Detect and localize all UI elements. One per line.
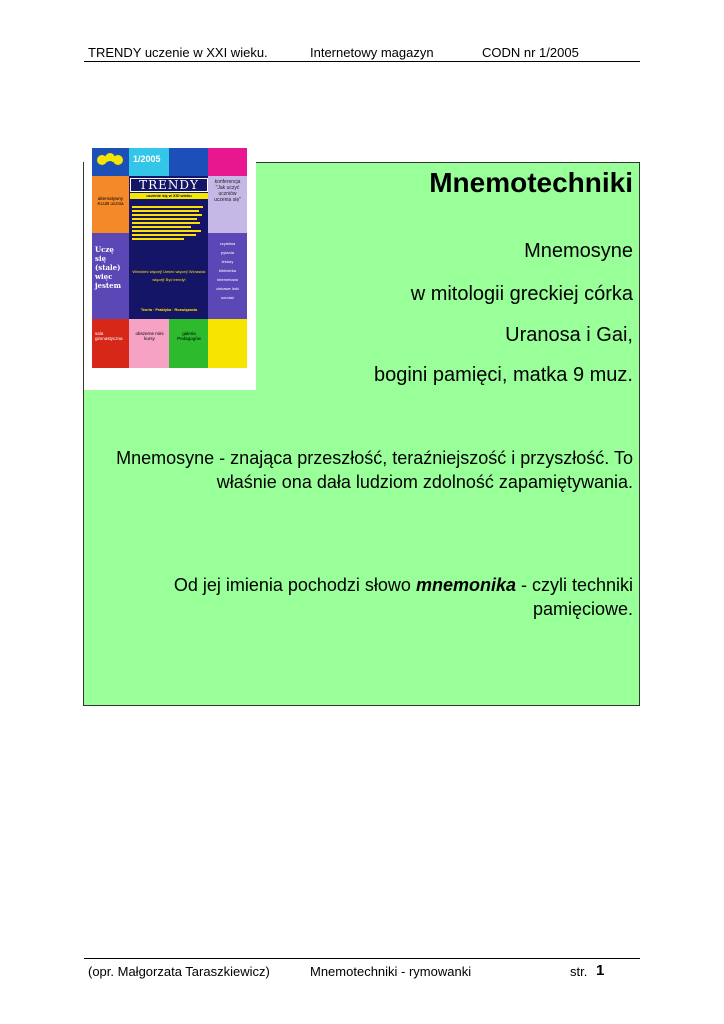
article-title: Mnemotechniki [429,167,633,198]
article-paragraph-2: Od jej imienia pochodzi słowo mnemonika - czyli techniki pamięciowe. [173,575,633,619]
cover-conference-cell: konferencja "Jak uczyć uczniów uczenia się" [208,176,247,233]
footer-author: (opr. Małgorzata Taraszkiewicz) [88,964,270,979]
codn-logo-icon [96,151,124,171]
page-header [84,43,640,62]
cover-logo-cell [92,148,129,176]
cover-courses-cell: obszerne mini kursy [129,319,169,368]
cover-masthead: TRENDY [130,178,208,192]
cover-gym-cell: sala gimnastyczna [92,319,129,368]
article-line-4: bogini pamięci, matka 9 muz. [373,364,633,386]
magazine-cover-image [92,148,247,368]
cover-gallery-cell: galeria Pedagogów [169,319,208,368]
footer-page-label: str. [570,964,588,979]
article-line-2: w mitologii greckiej córka [410,283,633,305]
header-magazine-type: Internetowy magazyn [310,45,434,60]
page-footer [84,958,640,983]
article-line-3: Uranosa i Gai, [505,324,633,346]
footer-document-title: Mnemotechniki - rymowanki [310,964,472,979]
header-magazine-title: TRENDY uczenie w XXI wieku. [88,45,268,60]
cover-tagline: Wiedzieć więcej! Umieć więcej! Wzrastać więcej! Być trendy! [132,269,206,282]
cover-motto-cell: Uczę się (stale) więc jestem [92,233,129,319]
cover-club-cell: alternatywny KLUB ucznia [92,176,129,233]
emphasis-mnemonika: mnemonika [415,575,516,595]
cover-issue: 1/2005 [129,148,169,176]
article-paragraph-1: Mnemosyne - znająca przeszłość, teraźniejszość i przyszłość. To właśnie ona dała ludziom zdolność zapamiętywania. [116,448,633,492]
cover-footer-line: Teoria · Praktyka · Rozwiązania [140,308,198,312]
header-issue: CODN nr 1/2005 [482,45,579,60]
cover-subtitle: uczenie się w XXI wieku [130,193,208,199]
cover-menu-cell: czytelnia pytania lektury biblioteka internetowa ciekawe linki sondaż [208,233,247,319]
article-line-1: Mnemosyne [524,240,633,262]
footer-page-number: 1 [596,962,605,979]
